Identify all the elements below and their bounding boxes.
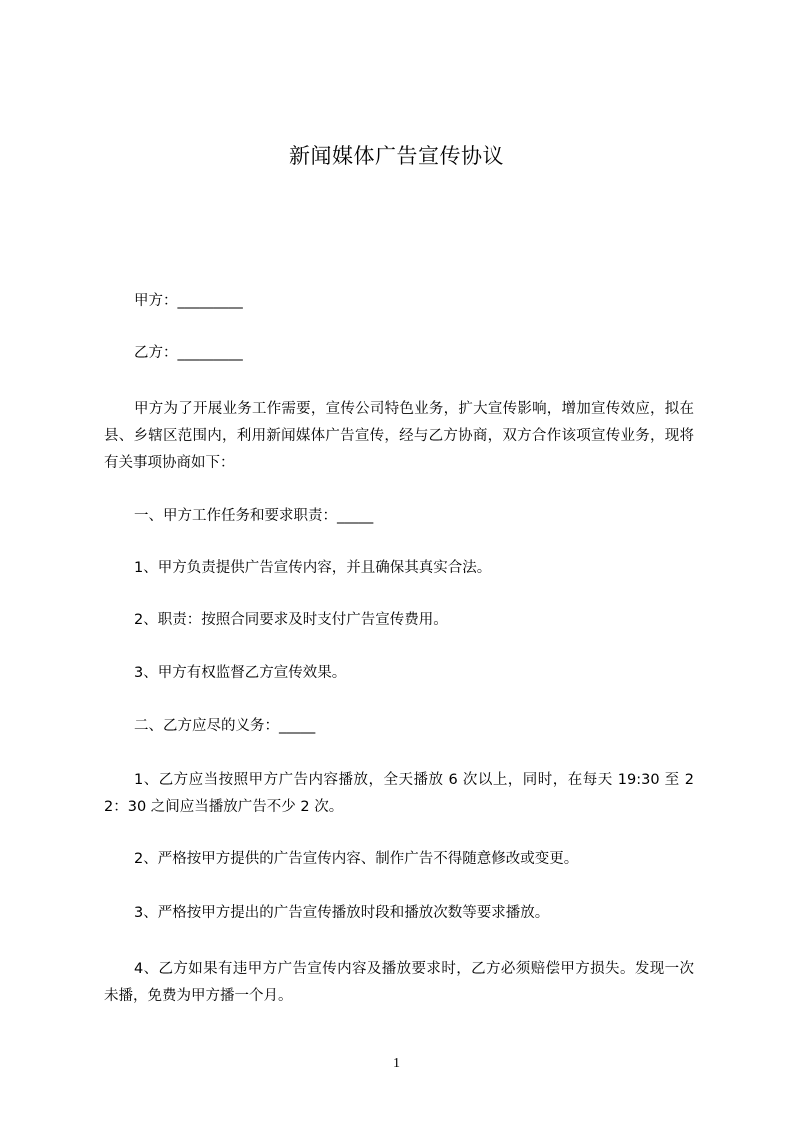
section1-heading: 一、甲方工作任务和要求职责：_____ — [134, 508, 374, 524]
section2-item-3: 3、严格按甲方提出的广告宣传播放时段和播放次数等要求播放。 — [134, 905, 550, 921]
party-a-line: 甲方：_________ — [134, 293, 243, 309]
page-number: 1 — [393, 1056, 400, 1071]
section2-heading: 二、乙方应尽的义务：_____ — [134, 718, 316, 734]
section1-item-3: 3、甲方有权监督乙方宣传效果。 — [134, 665, 347, 681]
document-title: 新闻媒体广告宣传协议 — [289, 144, 504, 168]
intro-paragraph: 甲方为了开展业务工作需要，宣传公司特色业务，扩大宣传影响，增加宣传效应，拟在县、乡辖区范围内，利用新闻媒体广告宣传，经与乙方协商，双方合作该项宣传业务，现将有关事项协商如下： — [104, 401, 694, 471]
section2-item-2: 2、严格按甲方提供的广告宣传内容、制作广告不得随意修改或变更。 — [134, 851, 579, 867]
section2-item-4: 4、乙方如果有违甲方广告宣传内容及播放要求时，乙方必须赔偿甲方损失。发现一次未播，免费为甲方播一个月。 — [104, 961, 694, 1004]
party-b-line: 乙方：_________ — [134, 345, 243, 361]
section1-item-1: 1、甲方负责提供广告宣传内容，并且确保其真实合法。 — [134, 560, 492, 576]
section2-item-1: 1、乙方应当按照甲方广告内容播放，全天播放 6 次以上，同时，在每天 19:30 至 22：30 之间应当播放广告不少 2 次。 — [104, 772, 694, 815]
section1-item-2: 2、职责：按照合同要求及时支付广告宣传费用。 — [134, 612, 448, 628]
